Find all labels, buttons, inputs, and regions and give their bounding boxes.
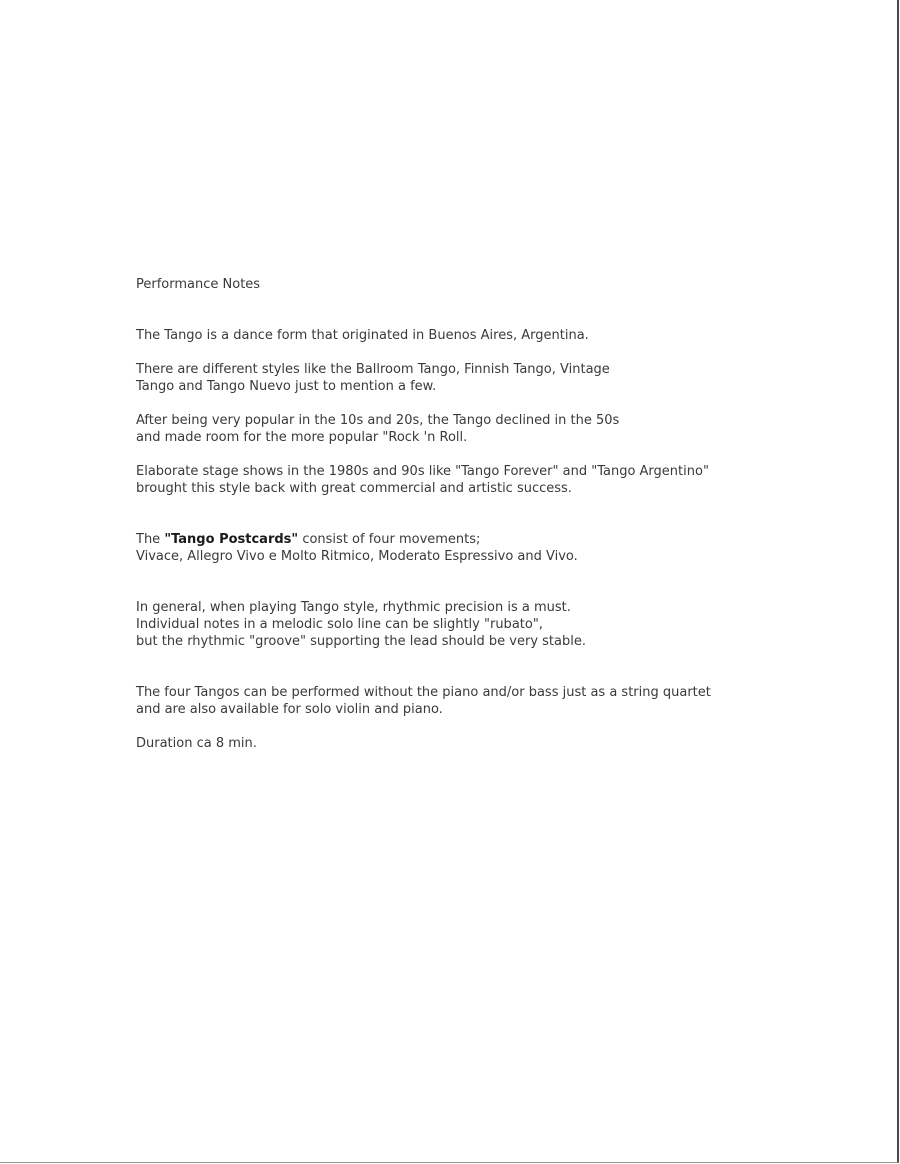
paragraph-duration: Duration ca 8 min.	[136, 736, 257, 751]
paragraph-styles: There are different styles like the Ballroom Tango, Finnish Tango, Vintage Tango and Tango Nuevo just to mention a few.	[136, 362, 610, 394]
paragraph-revival: Elaborate stage shows in the 1980s and 90s like "Tango Forever" and "Tango Argentino" brought this style back with great commercial and artistic success.	[136, 464, 709, 496]
paragraph-instrumentation: The four Tangos can be performed without the piano and/or bass just as a string quartet and are also available for solo violin and piano.	[136, 685, 711, 717]
paragraph-decline: After being very popular in the 10s and 20s, the Tango declined in the 50s and made room for the more popular "Rock 'n Roll.	[136, 413, 620, 445]
performance-notes-text	[136, 276, 796, 752]
paragraph-movements: The "Tango Postcards" consist of four movements; Vivace, Allegro Vivo e Molto Ritmico, Moderato Espressivo and Vivo.	[136, 532, 578, 564]
page-title: Performance Notes	[136, 277, 261, 292]
paragraph-playing-style: In general, when playing Tango style, rhythmic precision is a must. Individual notes in a melodic solo line can be slightly "rubato", but the rhythmic "groove" supporting the lead should be very stable.	[136, 600, 586, 649]
work-title: "Tango Postcards"	[164, 532, 299, 547]
paragraph-origin: The Tango is a dance form that originated in Buenos Aires, Argentina.	[136, 328, 589, 343]
